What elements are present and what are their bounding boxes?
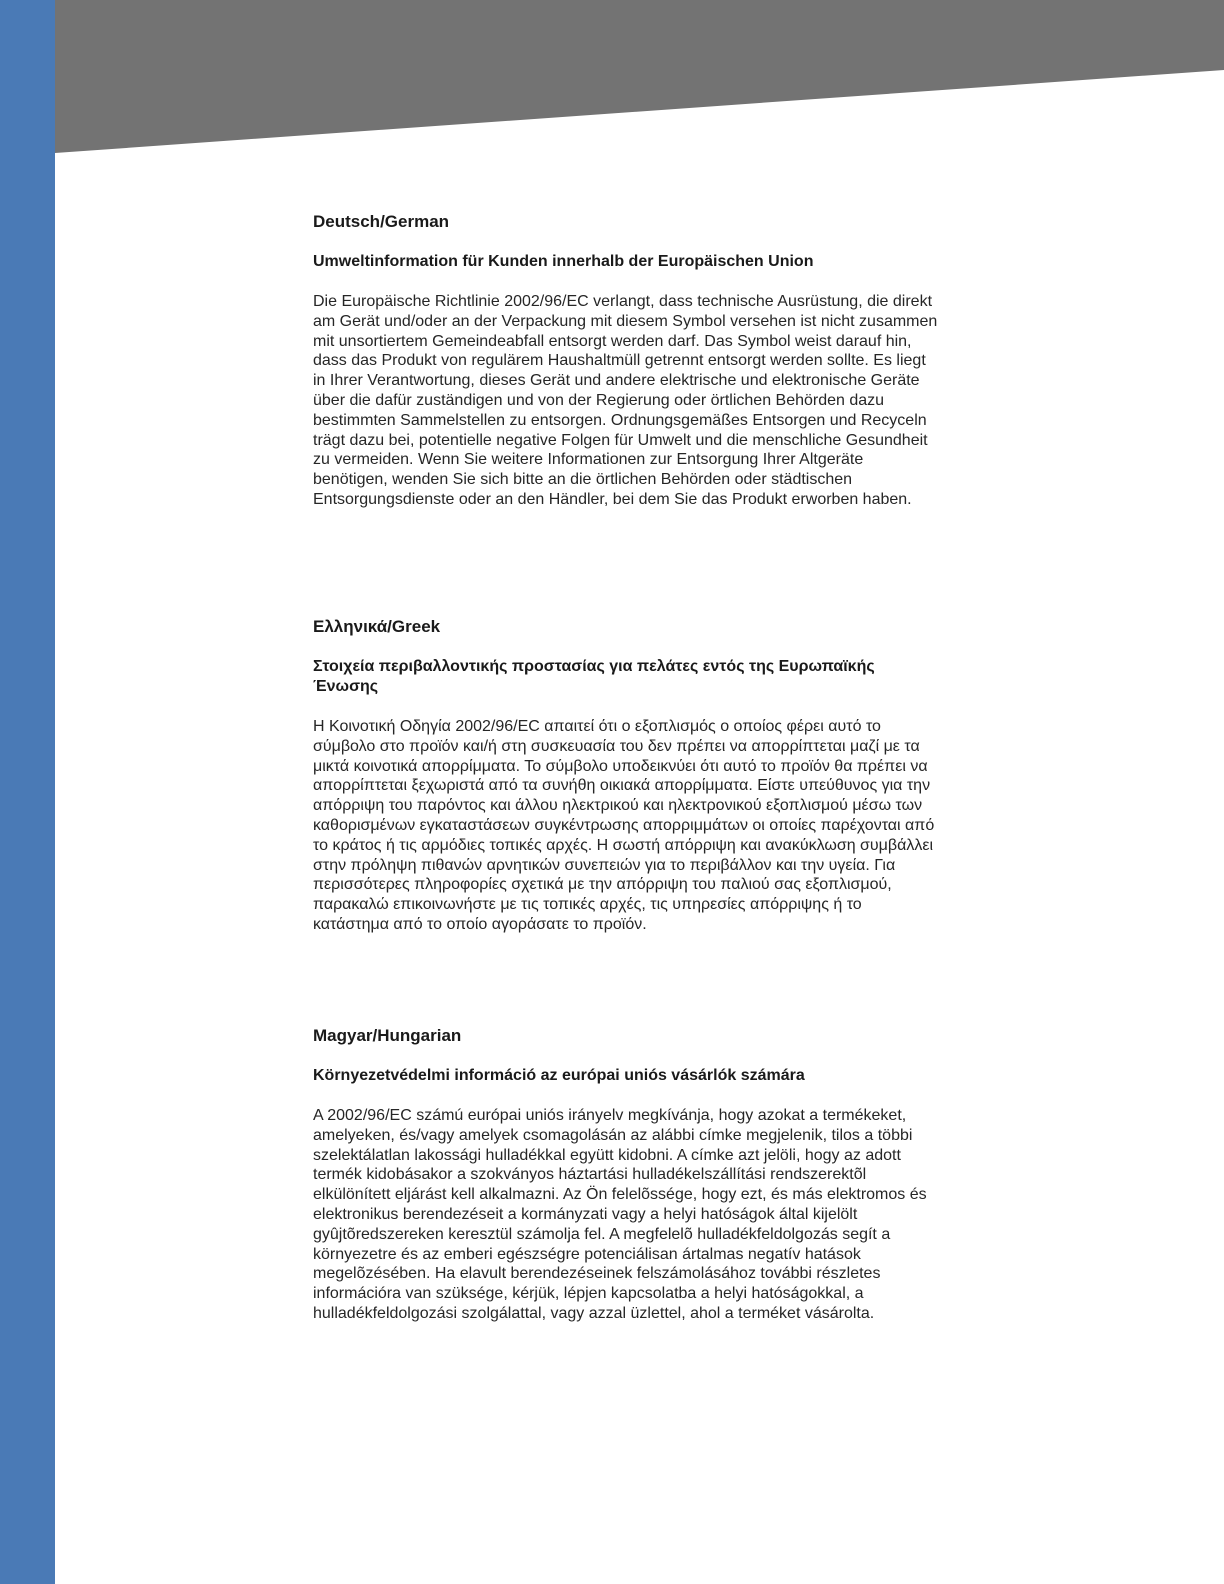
language-heading: Ελληνικά/Greek bbox=[313, 617, 441, 636]
section-title: Umweltinformation für Kunden innerhalb der Europäischen Union bbox=[313, 253, 814, 270]
header-band-shape bbox=[55, 0, 1224, 160]
section-title: Környezetvédelmi információ az európai uniós vásárlók számára bbox=[313, 1067, 805, 1084]
section-greek bbox=[313, 617, 938, 935]
section-body: Die Europäische Richtlinie 2002/96/EC verlangt, dass technische Ausrüstung, die direkt am Gerät und/oder an der Verpackung mit diesem Symbol versehen ist nicht zusammen mit unsortiertem Gemeindeabfall entsorgt werden darf. Das Symbol weist darauf hin, dass das Produkt von regulärem Haushaltmüll getrennt entsorgt werden sollte. Es liegt in Ihrer Verantwortung, dieses Gerät und andere elektrische und elektronische Geräte über die dafür zuständigen und von der Regierung oder örtlichen Behörden dazu bestimmten Sammelstellen zu entsorgen. Ordnungsgemäßes Entsorgen und Recyceln trägt dazu bei, potentielle negative Folgen für Umwelt und die menschliche Gesundheit zu vermeiden. Wenn Sie weitere Informationen zur Entsorgung Ihrer Altgeräte benötigen, wenden Sie sich bitte an die örtlichen Behörden oder städtischen Entsorgungsdienste oder an den Händler, bei dem Sie das Produkt erworben haben. bbox=[313, 293, 938, 508]
section-title: Στοιχεία περιβαλλοντικής προστασίας για πελάτες εντός της Ευρωπαϊκής Ένωσης bbox=[313, 658, 875, 695]
language-heading: Magyar/Hungarian bbox=[313, 1026, 462, 1045]
language-heading: Deutsch/German bbox=[313, 212, 450, 231]
section-body: A 2002/96/EC számú európai uniós irányelv megkívánja, hogy azokat a termékeket, amelyeken, és/vagy amelyek csomagolásán az alábbi címke megjelenik, tilos a többi szelektálatlan lakossági hulladékkal együtt kidobni. A címke azt jelöli, hogy az adott termék kidobásakor a szokványos háztartási hulladékelszállítási rendszerektõl elkülönített eljárást kell alkalmazni. Az Ön felelõssége, hogy ezt, és más elektromos és elektronikus berendezéseit a kormányzati vagy a helyi hatóságok által kijelölt gyûjtõredszereken keresztül számolja fel. A megfelelõ hulladékfeldolgozás segít a környezetre és az emberi egészségre potenciálisan ártalmas negatív hatások megelõzésében. Ha elavult berendezéseinek felszámolásához további részletes információra van szüksége, kérjük, lépjen kapcsolatba a helyi hatóságokkal, a hulladékfeldolgozási szolgálattal, vagy azzal üzlettel, ahol a terméket vásárolta. bbox=[313, 1107, 927, 1322]
left-accent-bar bbox=[0, 0, 55, 1584]
section-body: Η Κοινοτική Οδηγία 2002/96/EC απαιτεί ότι ο εξοπλισμός ο οποίος φέρει αυτό το σύμβολο στο προϊόν και/ή στη συσκευασία του δεν πρέπει να απορρίπτεται μαζί με τα μικτά κοινοτικά απορρίμματα. Το σύμβολο υποδεικνύει ότι αυτό το προϊόν θα πρέπει να απορρίπτεται ξεχωριστά από τα συνήθη οικιακά απορρίμματα. Είστε υπεύθυνος για την απόρριψη του παρόντος και άλλου ηλεκτρικού και ηλεκτρονικού εξοπλισμού μέσω των καθορισμένων εγκαταστάσεων συγκέντρωσης απορριμμάτων οι οποίες παρέχονται από το κράτος ή τις αρμόδιες τοπικές αρχές. Η σωστή απόρριψη και ανακύκλωση συμβάλλει στην πρόληψη πιθανών αρνητικών συνεπειών για το περιβάλλον και την υγεία. Για περισσότερες πληροφορίες σχετικά με την απόρριψη του παλιού σας εξοπλισμού, παρακαλώ επικοινωνήστε με τις τοπικές αρχές, τις υπηρεσίες απόρριψης ή το κατάστημα από το οποίο αγοράσατε το προϊόν. bbox=[313, 718, 935, 933]
section-hungarian bbox=[313, 1026, 938, 1324]
header-band bbox=[55, 0, 1224, 160]
section-german bbox=[313, 212, 938, 510]
